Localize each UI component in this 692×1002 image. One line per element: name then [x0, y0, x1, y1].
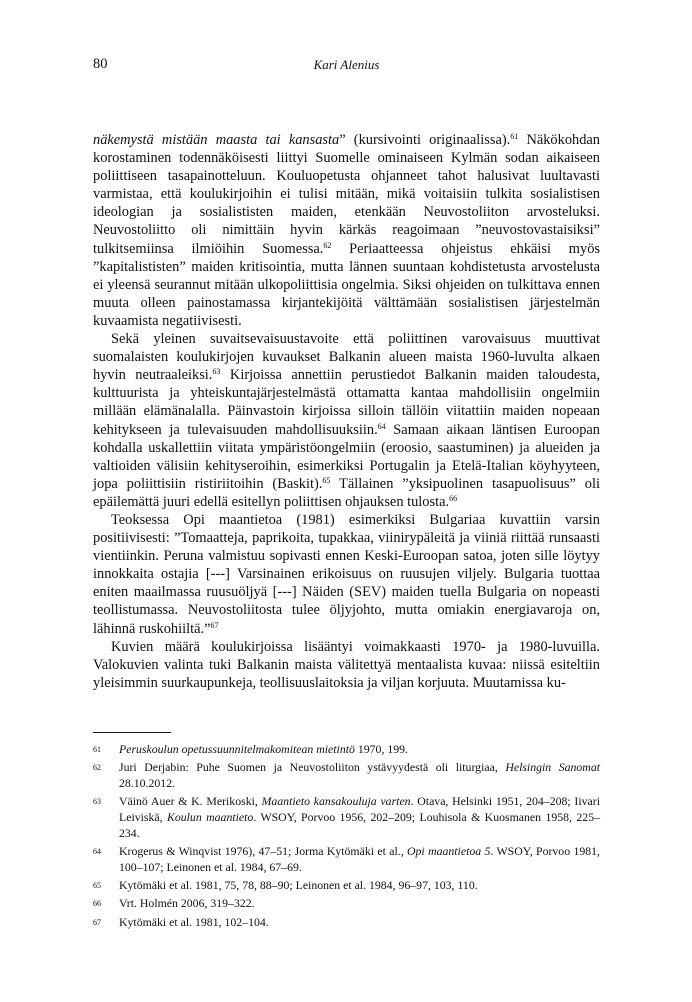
footnote — [93, 794, 600, 841]
footnotes — [93, 742, 600, 933]
text-run: . WSOY, Porvoo 1981, 100–107; Leinonen et al. 1984, 67–69. — [119, 843, 600, 874]
footnote-text — [119, 844, 600, 875]
text-run: Sekä yleinen suvaitsevaisuustavoite että poliittinen varovaisuus muuttivat suomalaisten koulukirjojen kuvaukset Balkanin alueen maista 1960-luvulta alkaen hyvin neutraaleiksi. — [93, 331, 600, 384]
footnote — [93, 915, 600, 931]
footnote-reference: 63 — [212, 367, 221, 377]
text-run: 1970, 199. — [354, 742, 408, 756]
text-run: Kytömäki et al. 1981, 75, 78, 88–90; Leinonen et al. 1984, 96–97, 103, 110. — [119, 877, 478, 892]
text-run: Kuvien määrä koulukirjoissa lisääntyi voimakkaasti 1970- ja 1980-luvuilla. Valokuvien valinta tuki Balkanin maista välitettyä mentaalista kuvaa: niissä esiteltiin yleisimmin suurkaupunkeja, teollisuuslaitoksia ja viljan korjuuta. Muutamissa ku- — [93, 638, 600, 691]
page-header — [93, 56, 600, 76]
footnote-text — [119, 896, 600, 912]
footnote-reference: 61 — [510, 132, 519, 141]
footnote — [93, 742, 600, 758]
italic-text: Peruskoulun opetussuunnitelmakomitean mietintö — [119, 742, 355, 756]
text-run: Krogerus & Winqvist 1976), 47–51; Jorma Kytömäki et al., — [119, 843, 408, 858]
footnote-number: 65 — [93, 880, 101, 890]
footnote-number: 66 — [93, 899, 101, 909]
footnote-text — [119, 878, 600, 894]
footnote — [93, 760, 600, 791]
paragraph — [93, 511, 600, 638]
running-head: Kari Alenius — [313, 57, 380, 72]
footnote-reference: 66 — [449, 493, 458, 503]
text-run: Juri Derjabin: Puhe Suomen ja Neuvostoliiton ystävyydestä oli liturgiaa, — [119, 760, 506, 775]
footnote — [93, 896, 600, 912]
text-run: Väinö Auer & K. Merikoski, — [119, 794, 262, 809]
footnote-text — [119, 760, 600, 791]
text-run: . WSOY, Porvoo 1956, 202–209; Louhisola & Kuosmanen 1958, 225–234. — [119, 809, 600, 840]
footnote-number: 63 — [93, 797, 101, 807]
text-run: Periaatteessa ohjeistus ehkäisi myös ”kapitalististen” maiden kritisointia, mutta lännen suuntaan kohdistetusta arvostelusta ei yleensä seurannut mitään ulkopoliittisia ongelmia. Siksi ohjeiden on tulkittava ennen muuta olleen painostamassa kirjantekijöitä välttämään sosialistisen järjestelmän kuvaamista negatiivisesti. — [93, 240, 600, 329]
footnote — [93, 878, 600, 894]
footnote-text — [119, 915, 600, 931]
text-run: . Otava, Helsinki 1951, 204–208; Iivari Leiviskä, — [119, 794, 600, 824]
text-run: Kytömäki et al. 1981, 102–104. — [119, 914, 269, 929]
text-run: Teoksessa Opi maantietoa (1981) esimerkiksi Bulgariaa kuvattiin varsin positiivisesti: ”Tomaatteja, paprikoita, tupakkaa, viinirypäleitä ja viiniä riittää runsaasti vientiinkin. Peruna valmistuu sopivasti ennen Keski-Euroopan satoa, joten sille löytyy innokkaita ostajia [---] Varsinainen erikoisuus on ruusujen viljely. Bulgaria tuottaa eniten maailmassa ruusuöljyä [---] Näiden (SEV) maiden tuella Bulgaria on nopeasti teollistumassa. Neuvostoliitosta tulee öljyjohto, mutta omiakin energiavaroja on, lähinnä ruskohiiltä.” — [93, 511, 600, 637]
footnote — [93, 844, 600, 875]
paragraph — [93, 638, 600, 692]
footnote-number: 64 — [93, 846, 101, 856]
text-run: Samaan aikaan läntisen Euroopan kohdalla uskallettiin viitata ympäristöongelmiin (eroosio, saastuminen) ja alueiden ja valtioiden välisiin kehityseroihin, esimerkiksi Portugalin ja Etelä-Italian köyhyyteen, jopa poliittisiin ristiriitoihin (Baskit). — [93, 421, 600, 492]
italic-text: Helsingin Sanomat — [505, 760, 601, 775]
body-text — [93, 131, 600, 692]
text-run: ” (kursivointi originaalissa). — [339, 132, 511, 148]
paragraph — [93, 131, 600, 330]
footnote-reference: 62 — [323, 240, 332, 250]
italic-text: näkemystä mistään maasta tai kansasta — [93, 132, 340, 148]
text-run: Tällainen ”yksipuolinen tasapuolisuus” oli epäilemättä juuri edellä esitellyn poliittisen ohjauksen tulosta. — [93, 475, 600, 510]
footnote-reference: 67 — [210, 620, 219, 630]
text-run: 28.10.2012. — [119, 775, 176, 790]
footnote-text — [119, 794, 600, 841]
page-number: 80 — [93, 56, 108, 72]
footnote-reference: 65 — [322, 475, 331, 485]
footnote-separator — [93, 732, 171, 733]
footnote-number: 62 — [93, 763, 101, 773]
italic-text: Maantieto kansakouluja varten — [261, 794, 411, 809]
footnote-number: 61 — [93, 745, 101, 754]
text-run: Vrt. Holmén 2006, 319–322. — [119, 896, 255, 911]
italic-text: Opi maantietoa 5 — [407, 843, 491, 858]
text-run: Kirjoissa annettiin perustiedot Balkanin maiden taloudesta, kulttuurista ja yhteiskuntajärjestelmästä ottamatta kantaa mahdollisiin ongelmiin millään elämänalalla. Päinvastoin kirjoissa silloin tällöin viitattiin maiden nopeaan kehitykseen ja tulevaisuuden mahdollisuuksiin. — [93, 367, 600, 438]
footnote-reference: 64 — [377, 421, 386, 431]
footnote-number: 67 — [93, 917, 101, 927]
footnote-text — [119, 742, 600, 758]
text-run: Näkökohdan korostaminen todennäköisesti liittyi Suomelle ominaiseen Kylmän sodan aikaiseen poliittiseen tasapainotteluun. Kouluopetusta ohjanneet tahot halusivat luultavasti varmistaa, että koulukirjoihin ei tulisi mitään, mikä voitaisiin tulkita sosialistisen ideologian ja sosialististen maiden, etenkään Neuvostoliiton arvosteluksi. Neuvostoliitto oli nimittäin hyvin kärkäs reagoimaan ”neuvostovastaisiksi” tulkitsemiinsa ilmiöihin Suomessa. — [93, 132, 600, 257]
paragraph — [93, 330, 600, 511]
italic-text: Koulun maantieto — [166, 809, 254, 824]
